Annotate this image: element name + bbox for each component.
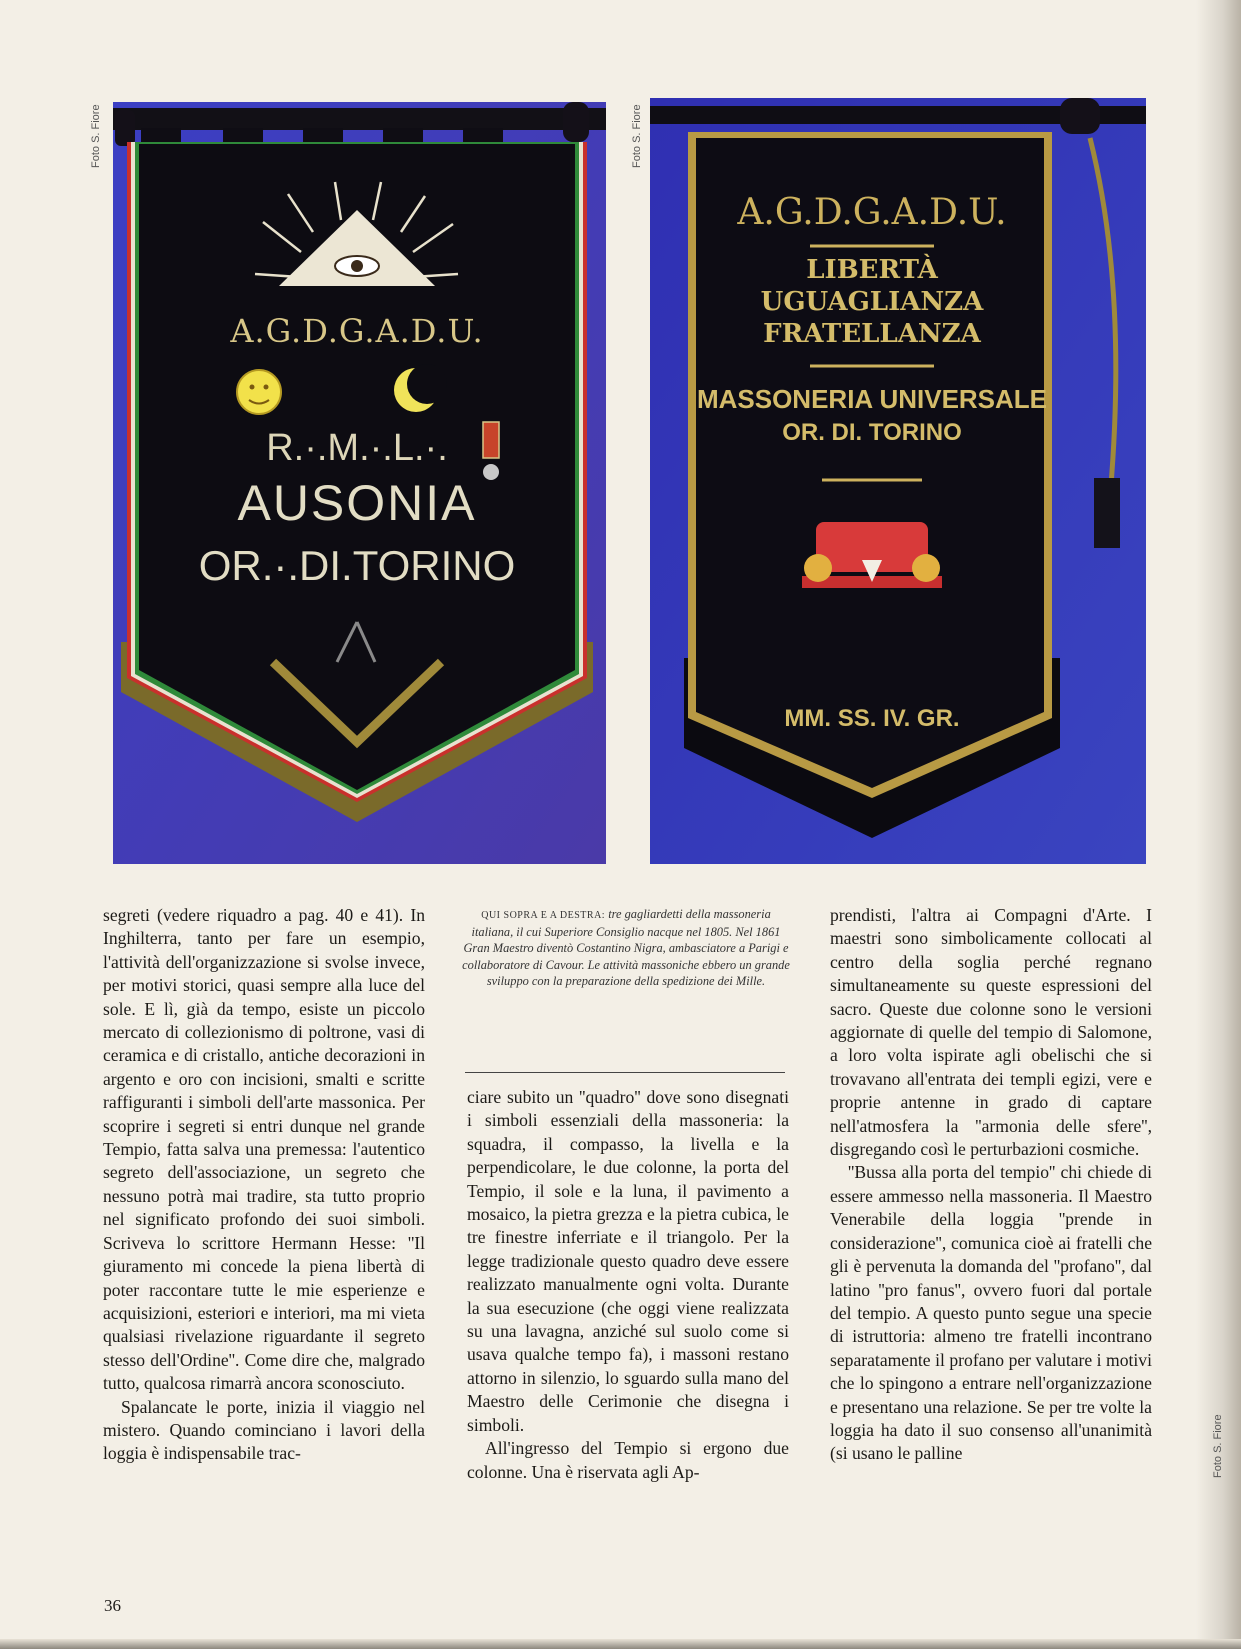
article-paragraph: ''Bussa alla porta del tempio'' chi chiede di essere ammesso nella massoneria. Il Maestro Venerabile della loggia ''prende in considerazione'', comunica cioè ai fratelli che gli è pervenuta la domanda del ''profano'', dal latino ''pro fanus'', ovvero fuori dal portale del tempio. A questo punto segue una specie di istruttoria: almeno tre fratelli incontrano separatamente il profano per valutare i motivi che lo spingono a entrare nell'organizzazione e presentano una relazione. Se per tre volte la loggia ha dato il suo consenso all'unanimità (si usano le palline: [830, 1162, 1152, 1464]
article-column-1: [103, 904, 425, 1466]
article-column-2: [467, 1086, 789, 1484]
page-bottom-edge: [0, 1639, 1241, 1649]
svg-text:A.G.D.G.A.D.U.: A.G.D.G.A.D.U.: [737, 192, 1007, 233]
photo-credit-left: Foto S. Fiore: [90, 104, 102, 168]
svg-text:MM. SS. IV. GR.: MM. SS. IV. GR.: [784, 705, 960, 732]
sun-icon: [237, 370, 281, 414]
photo-banner-ausonia: [113, 102, 606, 864]
article-column-3: [830, 904, 1152, 1466]
photo-credit-right: Foto S. Fiore: [1212, 1414, 1224, 1478]
caption-body: tre gagliardetti della massoneria italiana, il cui Superiore Consiglio nacque nel 1805. Nel 1861 Gran Maestro diventò Costantino Nigra, ambasciatore a Parigi e collaboratore di Cavour. Le attività massoniche ebbero un grande sviluppo con la preparazione della spedizione dei Mille.: [462, 907, 790, 988]
article-paragraph: ciare subito un ''quadro'' dove sono disegnati i simboli essenziali della massoneria: la squadra, il compasso, la livella e la perpendicolare, le due colonne, la porta del Tempio, il sole e la luna, il pavimento a mosaico, la pietra grezza e la pietra cubica, le tre finestre inferriate e il triangolo. Per la legge tradizionale questo quadro deve essere realizzato manualmente ogni volta. Durante la sua esecuzione (che oggi viene realizzata su una lavagna, anziché sul suolo come si usava qualche tempo fa), i massoni restano attorno in silenzio, lo sguardo sulla mano del Maestro delle Cerimonie che disegna i simboli.: [467, 1087, 789, 1435]
ark-lions-emblem-icon: [802, 522, 942, 588]
svg-text:MASSONERIA UNIVERSALE: MASSONERIA UNIVERSALE: [696, 384, 1048, 414]
svg-text:OR.·.DI.TORINO: OR.·.DI.TORINO: [198, 542, 516, 589]
caption-divider: [465, 1072, 785, 1073]
photo-banner-massoneria-universale: [650, 98, 1146, 864]
article-paragraph: Spalancate le porte, inizia il viaggio nel mistero. Quando cominciano i lavori della loggia è indispensabile trac-: [103, 1396, 425, 1464]
article-paragraph: segreti (vedere riquadro a pag. 40 e 41). In Inghilterra, tanto per fare un esempio, l'attività dell'organizzazione si svolse invece, per motivi storici, quasi sempre alla luce del sole. E lì, già da tempo, esiste un piccolo mercato di collezionismo di poltrone, vasi di ceramica e di cristallo, antiche decorazioni in argento e oro con incisioni, smalti e scritte raffiguranti i simboli dell'arte massonica. Per scoprire i segreti si entri dunque nel grande Tempio, fatta salva una premessa: l'autentico segreto dell'associazione, un segreto che nessuno potrà mai tradire, sta tutto proprio nel significato profondo dei suoi simboli. Scriveva lo scrittore Hermann Hesse: ''Il giuramento mi concede la piena libertà di poter raccontare tutte le mie esperienze e acquisizioni, esteriori e interiori, ma mi vieta qualsiasi rivelazione riguardante il segreto stesso dell'Ordine''. Come dire che, malgrado tutto, qualcosa rimarrà ancora sconosciuto.: [103, 905, 425, 1394]
svg-text:A.G.D.G.A.D.U.: A.G.D.G.A.D.U.: [230, 312, 484, 350]
article-paragraph: prendisti, l'altra ai Compagni d'Arte. I maestri sono simbolicamente collocati al centro della soglia perché regnano simultaneamente su queste espressioni del sacro. Queste due colonne sono le versioni aggiornate di quelle del tempio di Salomone, a loro volta ispirate agli obelischi che si trovavano all'entrata dei templi egizi, vere e proprie antenne in grado di captare nell'atmosfera la ''armonia delle sfere'', disgregando così le perturbazioni cosmiche.: [830, 905, 1152, 1160]
svg-text:UGUAGLIANZA: UGUAGLIANZA: [760, 287, 984, 317]
svg-text:FRATELLANZA: FRATELLANZA: [763, 319, 981, 349]
caption-lead: QUI SOPRA E A DESTRA:: [481, 910, 606, 921]
svg-text:AUSONIA: AUSONIA: [237, 475, 477, 531]
medal-ribbon-icon: [483, 422, 499, 458]
page-gutter-shadow: [1196, 0, 1241, 1649]
photo-caption: [462, 906, 790, 989]
photo-credit-middle: Foto S. Fiore: [631, 104, 643, 168]
article-paragraph: All'ingresso del Tempio si ergono due colonne. Una è riservata agli Ap-: [467, 1438, 789, 1482]
svg-text:OR. DI. TORINO: OR. DI. TORINO: [782, 419, 962, 446]
page-number: 36: [104, 1596, 121, 1615]
svg-text:R.·.M.·.L.·.: R.·.M.·.L.·.: [266, 427, 448, 469]
svg-text:LIBERTÀ: LIBERTÀ: [806, 255, 938, 285]
